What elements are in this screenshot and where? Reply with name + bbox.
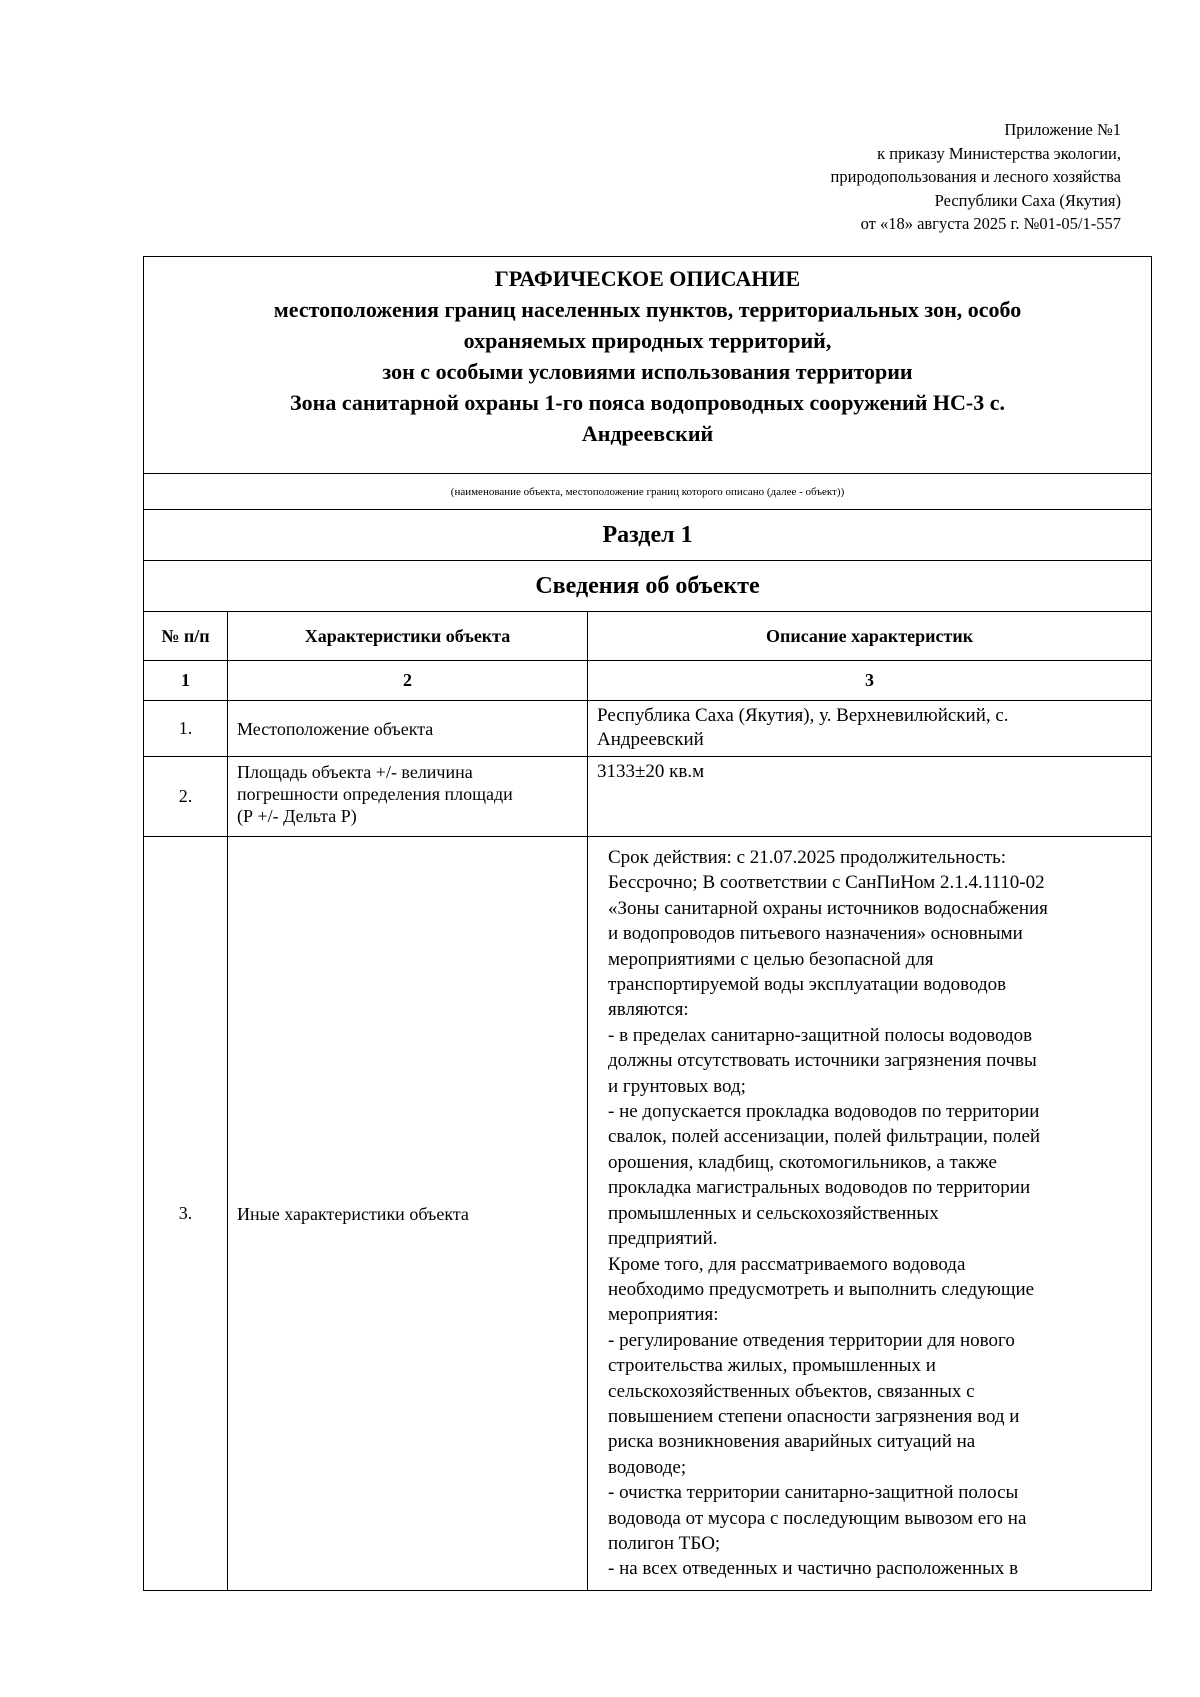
title-line: местоположения границ населенных пунктов, территориальных зон, особо — [273, 297, 1022, 322]
title-line: Андреевский — [581, 421, 714, 446]
document-title — [144, 257, 1152, 474]
appendix-line: природопользования и лесного хозяйства — [830, 167, 1121, 186]
column-number: 1 — [144, 661, 228, 701]
row-value-line: сельскохозяйственных объектов, связанных с — [608, 1380, 975, 1402]
section-heading: Сведения об объекте — [144, 561, 1152, 612]
row-label — [228, 757, 588, 837]
title-main: ГРАФИЧЕСКОЕ ОПИСАНИЕ — [494, 266, 801, 291]
row-label-line: погрешности определения площади — [237, 784, 513, 804]
row-value-line: транспортируемой воды эксплуатации водоводов — [608, 974, 1007, 996]
row-label-line: Площадь объекта +/- величина — [237, 762, 473, 782]
row-number: 3. — [144, 837, 228, 1591]
row-value-line: водовода от мусора с последующим вывозом его на — [608, 1507, 1027, 1529]
row-value-line: Срок действия: с 21.07.2025 продолжительность: — [608, 847, 1007, 868]
row-value-line: промышленных и сельскохозяйственных — [608, 1202, 939, 1224]
object-caption: (наименование объекта, местоположение границ которого описано (далее - объект)) — [144, 474, 1152, 510]
row-value-line: орошения, кладбищ, скотомогильников, а также — [608, 1151, 997, 1173]
row-value-line: - в пределах санитарно-защитной полосы водоводов — [608, 1024, 1033, 1046]
header-characteristics: Характеристики объекта — [228, 612, 588, 661]
caption-row — [144, 474, 1152, 510]
row-value-line: свалок, полей ассенизации, полей фильтрации, полей — [608, 1126, 1041, 1148]
section-label: Раздел 1 — [144, 510, 1152, 561]
appendix-line: Приложение №1 — [1004, 120, 1121, 139]
row-value — [588, 757, 1152, 837]
column-number: 3 — [588, 661, 1152, 701]
row-value-line: «Зоны санитарной охраны источников водоснабжения — [608, 897, 1048, 919]
title-line: охраняемых природных территорий, — [463, 328, 832, 353]
row-value-line: Республика Саха (Якутия), у. Верхневилюйский, с. — [597, 705, 1009, 726]
row-value-line: строительства жилых, промышленных и — [608, 1355, 936, 1377]
row-label — [228, 837, 588, 1591]
description-table — [143, 256, 1152, 1591]
section-heading-row — [144, 561, 1152, 612]
table-row — [144, 701, 1152, 757]
title-line: Зона санитарной охраны 1-го пояса водопроводных сооружений НС-3 с. — [290, 390, 1005, 415]
row-value-line: - не допускается прокладка водоводов по территории — [608, 1101, 1040, 1123]
title-line: зон с особыми условиями использования территории — [382, 359, 913, 384]
row-value-line: необходимо предусмотреть и выполнить следующие — [608, 1278, 1035, 1300]
row-value-line: - регулирование отведения территории для нового — [608, 1329, 1015, 1351]
row-value-line: - очистка территории санитарно-защитной полосы — [608, 1482, 1019, 1504]
row-value-line: и грунтовых вод; — [608, 1075, 746, 1097]
row-value-line: Андреевский — [597, 729, 704, 750]
row-value-line: прокладка магистральных водоводов по территории — [608, 1177, 1031, 1199]
row-number: 2. — [144, 757, 228, 837]
row-label-line: Иные характеристики объекта — [237, 1203, 469, 1224]
row-value-line: 3133±20 кв.м — [597, 761, 705, 782]
row-value-line: являются: — [608, 999, 689, 1021]
row-value — [588, 837, 1152, 1591]
row-number: 1. — [144, 701, 228, 757]
row-value-line: - на всех отведенных и частично расположенных в — [608, 1558, 1019, 1580]
row-value-line: риска возникновения аварийных ситуаций на — [608, 1431, 976, 1453]
row-value-line: водоводе; — [608, 1456, 687, 1478]
row-value-line: мероприятиями с целью безопасной для — [608, 948, 934, 970]
row-value-line: должны отсутствовать источники загрязнения почвы — [608, 1050, 1037, 1072]
row-label-line: (Р +/- Дельта Р) — [237, 806, 357, 826]
section-row — [144, 510, 1152, 561]
table-row — [144, 837, 1152, 1591]
table-header-row — [144, 612, 1152, 661]
column-number-row — [144, 661, 1152, 701]
header-number: № п/п — [144, 612, 228, 661]
row-value-line: и водопроводов питьевого назначения» основными — [608, 923, 1023, 945]
table-row — [144, 757, 1152, 837]
row-value-line: Бессрочно; В соответствии с СанПиНом 2.1.4.1110-02 — [608, 872, 1045, 894]
appendix-line: к приказу Министерства экологии, — [877, 143, 1121, 163]
column-number: 2 — [228, 661, 588, 701]
row-value-line: мероприятия: — [608, 1304, 719, 1326]
row-value — [588, 701, 1152, 757]
appendix-line: Республики Саха (Якутия) — [934, 190, 1121, 210]
header-description: Описание характеристик — [588, 612, 1152, 661]
row-label — [228, 701, 588, 757]
row-value-line: повышением степени опасности загрязнения вод и — [608, 1405, 1020, 1427]
row-value-line: полигон ТБО; — [608, 1532, 721, 1554]
row-value-line: Кроме того, для рассматриваемого водовода — [608, 1253, 966, 1275]
row-label-line: Местоположение объекта — [237, 718, 434, 739]
appendix-line: от «18» августа 2025 г. №01-05/1-557 — [860, 214, 1121, 233]
title-row — [144, 257, 1152, 474]
appendix-header — [601, 118, 1121, 236]
row-value-line: предприятий. — [608, 1228, 718, 1250]
